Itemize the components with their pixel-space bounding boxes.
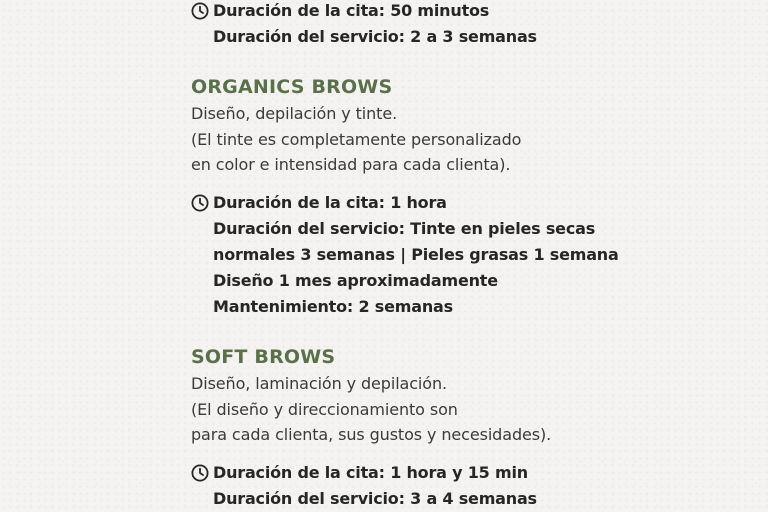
duration-line: Duración del servicio: 3 a 4 semanas: [213, 489, 537, 508]
description-line: para cada clienta, sus gustos y necesidades).: [191, 425, 552, 444]
organics-brows-title: ORGANICS BROWS: [191, 76, 393, 98]
clock-icon: [191, 464, 209, 482]
top-duration-info: [191, 0, 611, 50]
description-line: (El diseño y direccionamiento son: [191, 399, 458, 419]
duration-line: Duración del servicio: Tinte en pieles secas: [213, 219, 596, 238]
soft-duration-block: [191, 460, 611, 512]
top-duration-block: [191, 0, 611, 50]
description-line: en color e intensidad para cada clienta).: [191, 155, 511, 174]
soft-brows-title: SOFT BROWS: [191, 346, 336, 368]
description-line: Diseño, depilación y tinte.: [191, 104, 398, 123]
organics-duration-info: [191, 190, 619, 320]
clock-icon: [191, 194, 209, 212]
duration-line: Duración de la cita: 50 minutos: [213, 1, 490, 20]
organics-brows-description: [191, 101, 521, 178]
duration-line: normales 3 semanas | Pieles grasas 1 semana: [213, 245, 619, 264]
duration-line: Duración de la cita: 1 hora y 15 min: [213, 463, 528, 482]
duration-line: Diseño 1 mes aproximadamente: [213, 271, 498, 290]
duration-line: Duración del servicio: 2 a 3 semanas: [213, 27, 537, 46]
soft-brows-description: [191, 371, 551, 448]
duration-line: Mantenimiento: 2 semanas: [213, 297, 453, 316]
clock-icon: [191, 2, 209, 20]
soft-duration-info: [191, 460, 611, 512]
description-line: Diseño, laminación y depilación.: [191, 374, 447, 393]
description-line: (El tinte es completamente personalizado: [191, 129, 522, 149]
duration-line: Duración de la cita: 1 hora: [213, 193, 447, 212]
organics-duration-block: [191, 190, 619, 320]
